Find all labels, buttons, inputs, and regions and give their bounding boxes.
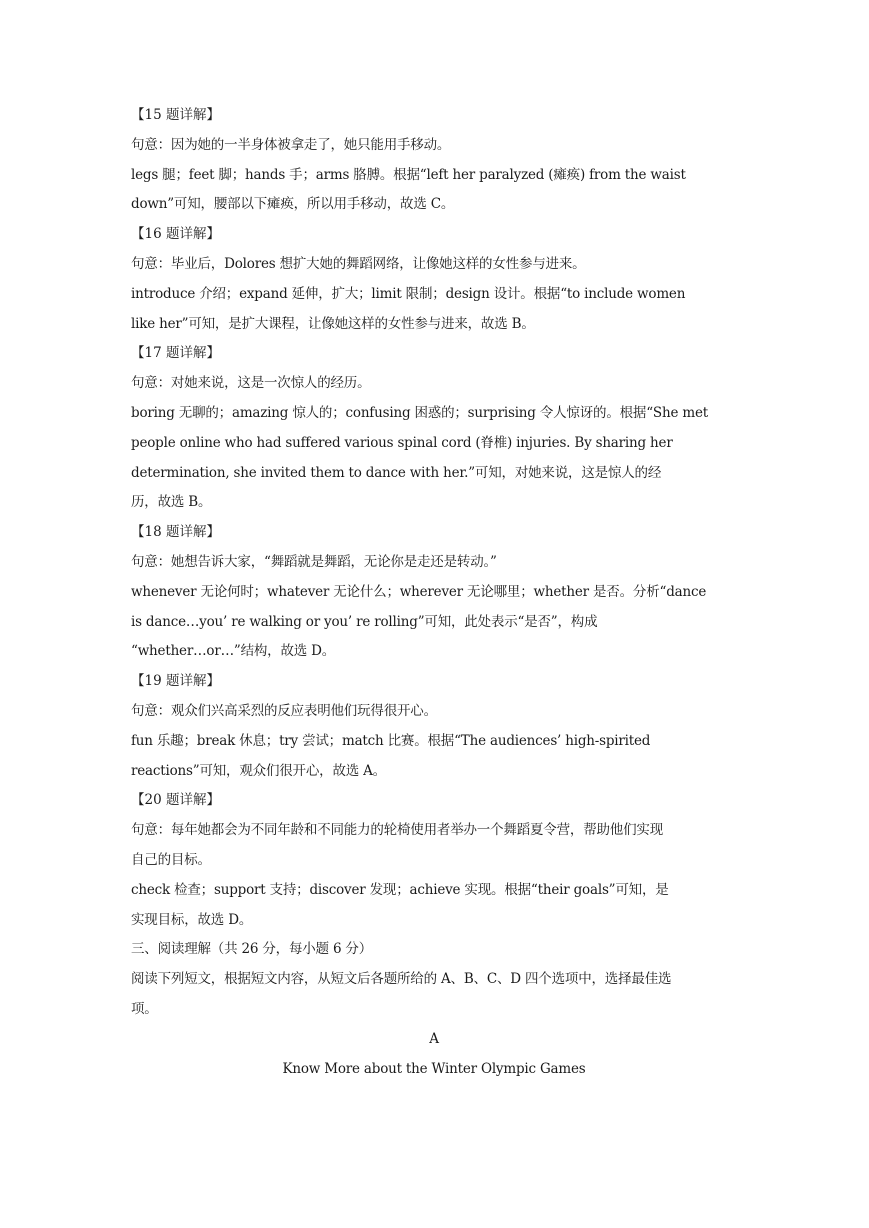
- question-20-meaning: 自己的目标。: [131, 851, 211, 868]
- question-17-explanation: determination, she invited them to dance with her.”可知，对她来说，这是惊人的经: [131, 464, 662, 481]
- question-17-explanation: people online who had suffered various spinal cord (脊椎) injuries. By sharing her: [131, 434, 673, 451]
- question-15-explanation: legs 腿；feet 脚；hands 手；arms 胳膊。根据“left her paralyzed (瘫痪) from the waist: [131, 166, 686, 183]
- question-18-meaning: 句意：她想告诉大家，“舞蹈就是舞蹈，无论你是走还是转动。”: [131, 553, 497, 570]
- question-16-meaning: 句意：毕业后，Dolores 想扩大她的舞蹈网络，让像她这样的女性参与进来。: [131, 255, 586, 272]
- question-16-explanation: like her”可知，是扩大课程，让像她这样的女性参与进来，故选 B。: [131, 315, 535, 332]
- section-heading: 三、阅读理解（共 26 分，每小题 6 分）: [131, 941, 373, 958]
- passage-label: A: [429, 1030, 439, 1047]
- question-17-explanation: boring 无聊的；amazing 惊人的；confusing 困惑的；surprising 令人惊讶的。根据“She met: [131, 404, 708, 421]
- question-18-explanation: whenever 无论何时；whatever 无论什么；wherever 无论哪里；whether 是否。分析“dance: [131, 583, 707, 600]
- question-17-heading: 【17 题详解】: [131, 345, 220, 362]
- question-20-explanation: check 检查；support 支持；discover 发现；achieve 实现。根据“their goals”可知，是: [131, 881, 669, 898]
- question-20-heading: 【20 题详解】: [131, 792, 220, 809]
- section-instructions: 项。: [131, 1000, 158, 1017]
- question-17-explanation: 历，故选 B。: [131, 494, 212, 511]
- question-18-heading: 【18 题详解】: [131, 524, 220, 541]
- question-20-explanation: 实现目标，故选 D。: [131, 911, 253, 928]
- question-19-heading: 【19 题详解】: [131, 673, 220, 690]
- question-19-explanation: fun 乐趣；break 休息；try 尝试；match 比赛。根据“The audiences’ high-spirited: [131, 732, 651, 749]
- question-18-explanation: is dance…you’ re walking or you’ re rolling”可知，此处表示“是否”，构成: [131, 613, 598, 630]
- question-18-explanation: “whether…or…”结构，故选 D。: [131, 643, 336, 660]
- question-19-explanation: reactions”可知，观众们很开心，故选 A。: [131, 762, 386, 779]
- question-15-explanation: down”可知，腰部以下瘫痪，所以用手移动，故选 C。: [131, 196, 455, 213]
- question-20-meaning: 句意：每年她都会为不同年龄和不同能力的轮椅使用者举办一个舞蹈夏令营，帮助他们实现: [131, 822, 663, 839]
- question-17-meaning: 句意：对她来说，这是一次惊人的经历。: [131, 375, 371, 392]
- question-15-heading: 【15 题详解】: [131, 107, 220, 123]
- question-16-explanation: introduce 介绍；expand 延伸，扩大；limit 限制；design 设计。根据“to include women: [131, 285, 686, 302]
- document-body: [131, 101, 737, 1084]
- question-19-meaning: 句意：观众们兴高采烈的反应表明他们玩得很开心。: [131, 702, 437, 719]
- passage-title: Know More about the Winter Olympic Games: [282, 1060, 586, 1077]
- section-instructions: 阅读下列短文，根据短文内容，从短文后各题所给的 A、B、C、D 四个选项中，选择最佳选: [131, 971, 672, 988]
- question-15-meaning: 句意：因为她的一半身体被拿走了，她只能用手移动。: [131, 136, 451, 153]
- question-16-heading: 【16 题详解】: [131, 226, 220, 243]
